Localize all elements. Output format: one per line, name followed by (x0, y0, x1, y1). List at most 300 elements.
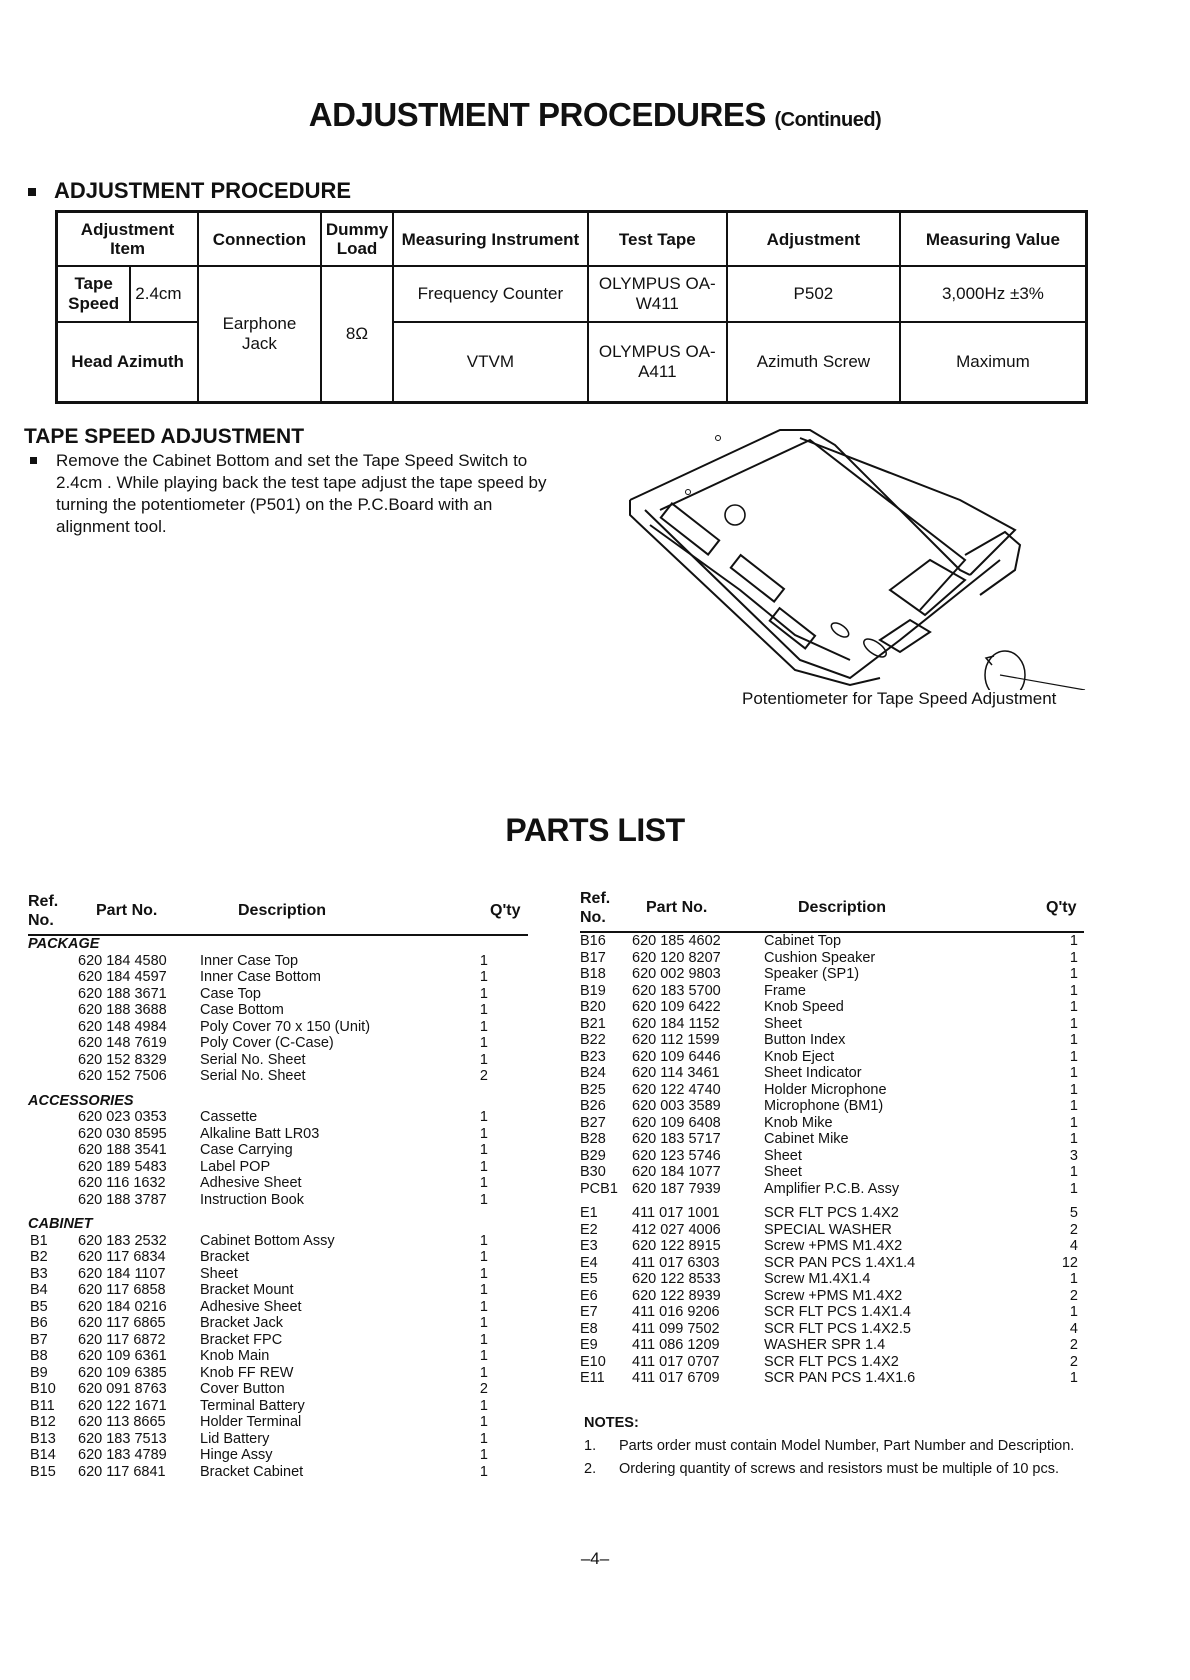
part-number-cell: 620 187 7939 (632, 1180, 721, 1197)
parts-row (28, 1068, 528, 1085)
qty-cell: 1 (1069, 949, 1078, 966)
parts-row (580, 1065, 1084, 1082)
parts-row (28, 1035, 528, 1052)
qty-cell: 1 (479, 952, 488, 969)
page-title: ADJUSTMENT PROCEDURES (Continued) (308, 96, 882, 133)
qty-cell: 1 (479, 1035, 488, 1051)
ref-cell: E9 (580, 1337, 598, 1353)
description-cell: Instruction Book (200, 1191, 304, 1208)
measuring-value-cell: Maximum (900, 322, 1087, 402)
qty-cell: 1 (479, 1018, 488, 1035)
header-qty: Q'ty (490, 902, 521, 919)
header-qty: Q'ty (1046, 899, 1077, 916)
description-cell: Screw +PMS M1.4X2 (764, 1287, 903, 1304)
ref-cell: B11 (30, 1397, 55, 1414)
description-cell: Frame (764, 982, 806, 999)
qty-cell: 1 (1069, 1164, 1078, 1180)
parts-group-heading: CABINET (28, 1216, 93, 1232)
part-number-cell: 620 183 5700 (632, 982, 721, 999)
note-text: Ordering quantity of screws and resistors must be multiple of 10 pcs. (619, 1461, 1060, 1477)
part-number-cell: 620 109 6361 (78, 1348, 167, 1364)
parts-row (28, 1464, 528, 1481)
description-cell: Serial No. Sheet (200, 1068, 306, 1084)
description-cell: Cover Button (200, 1381, 285, 1397)
ref-cell: B25 (580, 1081, 606, 1098)
description-cell: SCR FLT PCS 1.4X2 (764, 1353, 899, 1370)
qty-cell: 2 (1069, 1221, 1078, 1238)
part-number-cell: 620 122 8939 (632, 1287, 721, 1304)
qty-cell: 1 (1069, 966, 1078, 982)
qty-cell: 3 (1069, 1147, 1078, 1164)
parts-group-heading: ACCESSORIES (28, 1092, 134, 1109)
qty-cell: 1 (479, 1447, 488, 1463)
description-cell: Screw M1.4X1.4 (764, 1271, 871, 1287)
parts-row (580, 1238, 1084, 1255)
diagram-caption: Potentiometer for Tape Speed Adjustment (742, 689, 1057, 708)
part-number-cell: 620 184 1077 (632, 1164, 721, 1180)
qty-cell: 1 (479, 1158, 488, 1175)
part-number-cell: 620 189 5483 (78, 1158, 167, 1175)
qty-cell: 2 (1069, 1337, 1078, 1353)
description-cell: Case Carrying (200, 1142, 293, 1158)
qty-cell: 1 (479, 1249, 488, 1265)
description-cell: Speaker (SP1) (764, 966, 860, 982)
ref-cell: B2 (30, 1249, 48, 1265)
ref-cell: B24 (580, 1065, 606, 1081)
note-number: 1. (584, 1438, 597, 1454)
parts-row (580, 1288, 1084, 1305)
parts-row (28, 1266, 528, 1283)
description-cell: Poly Cover 70 x 150 (Unit) (200, 1018, 371, 1035)
description-cell: Poly Cover (C-Case) (200, 1035, 334, 1051)
qty-cell: 1 (479, 1298, 488, 1315)
qty-cell: 1 (1069, 1098, 1078, 1114)
part-number-cell: 411 017 6709 (632, 1370, 720, 1386)
qty-cell: 4 (1069, 1238, 1078, 1254)
qty-cell: 1 (479, 1051, 488, 1068)
qty-cell: 4 (1069, 1320, 1078, 1337)
qty-cell: 1 (1069, 1304, 1078, 1320)
ref-cell: B22 (580, 1032, 606, 1048)
description-cell: Bracket FPC (200, 1331, 283, 1348)
parts-row (28, 1233, 528, 1250)
description-cell: SCR PAN PCS 1.4X1.6 (764, 1370, 916, 1386)
qty-cell: 1 (1069, 933, 1078, 949)
part-number-cell: 411 099 7502 (632, 1320, 720, 1337)
parts-row (580, 1148, 1084, 1165)
qty-cell: 2 (479, 1381, 488, 1397)
qty-cell: 1 (479, 1364, 488, 1381)
recorder-diagram (620, 420, 1100, 690)
description-cell: Sheet Indicator (764, 1065, 862, 1081)
parts-row (28, 1282, 528, 1299)
part-number-cell: 620 183 2532 (78, 1232, 167, 1249)
header-adjustment: Adjustment (727, 212, 900, 267)
parts-row (28, 1447, 528, 1464)
part-number-cell: 620 184 4580 (78, 952, 167, 969)
parts-row (580, 950, 1084, 967)
note-item (584, 1460, 1094, 1479)
qty-cell: 1 (1069, 1081, 1078, 1098)
parts-row (580, 1016, 1084, 1033)
description-cell: Microphone (BM1) (764, 1098, 884, 1114)
ref-cell: E2 (580, 1221, 598, 1238)
part-number-cell: 620 122 1671 (78, 1397, 167, 1414)
qty-cell: 1 (1069, 1015, 1078, 1032)
parts-list-left (28, 890, 528, 1480)
qty-cell: 1 (479, 1282, 488, 1298)
header-ref: Ref. No. (28, 893, 59, 929)
qty-cell: 1 (1069, 1114, 1078, 1131)
parts-row (580, 966, 1084, 983)
part-number-cell: 620 183 7513 (78, 1430, 167, 1447)
description-cell: Sheet (200, 1265, 238, 1282)
part-number-cell: 620 148 7619 (78, 1035, 167, 1051)
qty-cell: 1 (1069, 1032, 1078, 1048)
parts-row (28, 1315, 528, 1332)
parts-list-title: PARTS LIST (505, 812, 685, 848)
qty-cell: 12 (1061, 1254, 1078, 1271)
parts-row (28, 1398, 528, 1415)
qty-cell: 1 (479, 1232, 488, 1249)
part-number-cell: 620 091 8763 (78, 1381, 167, 1397)
instrument-cell: Frequency Counter (393, 266, 588, 322)
description-cell: Alkaline Batt LR03 (200, 1125, 320, 1142)
ref-cell: B26 (580, 1098, 606, 1114)
description-cell: WASHER SPR 1.4 (764, 1337, 886, 1353)
qty-cell: 1 (1069, 1131, 1078, 1147)
test-tape-cell: OLYMPUS OA-A411 (588, 322, 727, 402)
header-adjustment-item: Adjustment Item (57, 212, 199, 267)
description-cell: Knob FF REW (200, 1364, 294, 1381)
parts-row (28, 1052, 528, 1069)
description-cell: Holder Terminal (200, 1414, 302, 1430)
qty-cell: 1 (1069, 1048, 1078, 1065)
qty-cell: 1 (479, 1175, 488, 1191)
description-cell: SCR FLT PCS 1.4X2 (764, 1205, 899, 1221)
ref-cell: E4 (580, 1254, 598, 1271)
ref-cell: B10 (30, 1381, 56, 1397)
qty-cell: 1 (1069, 1370, 1078, 1386)
part-number-cell: 620 188 3787 (78, 1191, 167, 1208)
note-number: 2. (584, 1461, 597, 1477)
part-number-cell: 620 003 3589 (632, 1098, 721, 1114)
adjustment-cell: Azimuth Screw (727, 322, 900, 402)
notes (584, 1414, 1094, 1479)
parts-row (28, 1381, 528, 1398)
qty-cell: 1 (479, 1315, 488, 1331)
group-spacer (28, 1085, 528, 1093)
part-number-cell: 620 185 4602 (632, 933, 721, 949)
parts-group-heading: PACKAGE (28, 936, 100, 952)
description-cell: Sheet (764, 1164, 802, 1180)
description-cell: Cushion Speaker (764, 949, 876, 966)
parts-row (580, 1321, 1084, 1338)
parts-row (580, 933, 1084, 950)
part-number-cell: 620 120 8207 (632, 949, 721, 966)
ref-cell: B19 (580, 982, 606, 999)
qty-cell: 1 (1069, 999, 1078, 1015)
description-cell: Bracket Cabinet (200, 1463, 304, 1480)
ref-cell: B3 (30, 1265, 48, 1282)
description-cell: Knob Mike (764, 1114, 833, 1131)
tape-speed-body: Remove the Cabinet Bottom and set the Tape Speed Switch to 2.4cm . While playing back the test tape adjust the tape speed by turning the potentiometer (P501) on the P.C.Board with an alignment tool. (30, 450, 550, 538)
adjustment-cell: P502 (727, 266, 900, 322)
description-cell: Button Index (764, 1032, 846, 1048)
description-cell: Inner Case Bottom (200, 969, 321, 985)
part-number-cell: 620 122 8533 (632, 1271, 721, 1287)
ref-cell: PCB1 (580, 1180, 618, 1197)
part-number-cell: 411 017 1001 (632, 1205, 720, 1221)
qty-cell: 1 (479, 1463, 488, 1480)
parts-row (28, 1175, 528, 1192)
parts-row (580, 1337, 1084, 1354)
description-cell: SCR PAN PCS 1.4X1.4 (764, 1254, 916, 1271)
ref-cell: E6 (580, 1287, 598, 1304)
description-cell: SCR FLT PCS 1.4X2.5 (764, 1320, 911, 1337)
ref-cell: B28 (580, 1131, 606, 1147)
description-cell: Screw +PMS M1.4X2 (764, 1238, 903, 1254)
notes-heading: NOTES: (584, 1415, 639, 1431)
qty-cell: 1 (1069, 1065, 1078, 1081)
parts-row (28, 1249, 528, 1266)
parts-row (580, 1115, 1084, 1132)
header-description: Description (238, 902, 327, 919)
part-number-cell: 620 188 3688 (78, 1002, 167, 1018)
item-head-azimuth: Head Azimuth (57, 322, 199, 402)
item-tape-speed: Tape Speed (57, 266, 131, 322)
part-number-cell: 620 117 6865 (78, 1315, 166, 1331)
qty-cell: 1 (479, 1348, 488, 1364)
item-tape-speed-sub: 2.4cm (130, 266, 198, 322)
description-cell: Hinge Assy (200, 1447, 273, 1463)
description-cell: Amplifier P.C.B. Assy (764, 1180, 900, 1197)
parts-row (580, 1370, 1084, 1387)
ref-cell: E7 (580, 1304, 598, 1320)
parts-row (28, 1109, 528, 1126)
ref-cell: B6 (30, 1315, 48, 1331)
part-number-cell: 620 188 3541 (78, 1142, 167, 1158)
description-cell: SCR FLT PCS 1.4X1.4 (764, 1304, 911, 1320)
connection-cell: Earphone Jack (198, 266, 321, 402)
part-number-cell: 620 184 1107 (78, 1265, 166, 1282)
description-cell: Knob Speed (764, 999, 844, 1015)
part-number-cell: 411 017 0707 (632, 1353, 720, 1370)
header-part-no: Part No. (646, 899, 708, 916)
ref-cell: B29 (580, 1147, 606, 1164)
ref-cell: B18 (580, 966, 606, 982)
qty-cell: 1 (1069, 1180, 1078, 1197)
dummy-load-cell: 8Ω (321, 266, 393, 402)
part-number-cell: 620 117 6872 (78, 1331, 166, 1348)
parts-row (28, 1019, 528, 1036)
qty-cell: 1 (479, 1109, 488, 1125)
part-number-cell: 620 188 3671 (78, 985, 167, 1002)
qty-cell: 5 (1069, 1205, 1078, 1221)
part-number-cell: 411 086 1209 (632, 1337, 720, 1353)
description-cell: Cabinet Mike (764, 1131, 849, 1147)
test-tape-cell: OLYMPUS OA-W411 (588, 266, 727, 322)
parts-row (580, 1304, 1084, 1321)
parts-row (580, 1255, 1084, 1272)
note-item (584, 1437, 1094, 1456)
description-cell: Inner Case Top (200, 952, 299, 969)
ref-cell: B16 (580, 933, 606, 949)
header-description: Description (798, 899, 887, 916)
ref-cell: E3 (580, 1238, 598, 1254)
parts-row (580, 999, 1084, 1016)
note-text: Parts order must contain Model Number, Part Number and Description. (619, 1438, 1075, 1454)
parts-row (28, 1365, 528, 1382)
qty-cell: 1 (1069, 1271, 1078, 1287)
description-cell: Sheet (764, 1015, 802, 1032)
description-cell: Knob Main (200, 1348, 270, 1364)
description-cell: Cassette (200, 1109, 258, 1125)
parts-row (580, 1205, 1084, 1222)
parts-row (580, 1032, 1084, 1049)
description-cell: Case Bottom (200, 1002, 284, 1018)
part-number-cell: 411 017 6303 (632, 1254, 720, 1271)
part-number-cell: 620 117 6858 (78, 1282, 166, 1298)
part-number-cell: 620 122 8915 (632, 1238, 721, 1254)
part-number-cell: 620 148 4984 (78, 1018, 167, 1035)
part-number-cell: 620 109 6446 (632, 1048, 721, 1065)
qty-cell: 1 (479, 1142, 488, 1158)
description-cell: Label POP (200, 1158, 271, 1175)
description-cell: SPECIAL WASHER (764, 1221, 892, 1238)
ref-cell: E11 (580, 1370, 605, 1386)
parts-row (580, 1098, 1084, 1115)
ref-cell: E10 (580, 1353, 606, 1370)
parts-row (580, 1181, 1084, 1198)
qty-cell: 1 (479, 1331, 488, 1348)
parts-row (28, 1142, 528, 1159)
part-number-cell: 411 016 9206 (632, 1304, 720, 1320)
parts-row (580, 1131, 1084, 1148)
description-cell: Terminal Battery (200, 1397, 305, 1414)
header-measuring-instrument: Measuring Instrument (393, 212, 588, 267)
header-test-tape: Test Tape (588, 212, 727, 267)
part-number-cell: 620 117 6834 (78, 1249, 166, 1265)
qty-cell: 2 (1069, 1353, 1078, 1370)
ref-cell: B15 (30, 1463, 56, 1480)
part-number-cell: 620 114 3461 (632, 1065, 720, 1081)
qty-cell: 2 (479, 1068, 488, 1084)
parts-row (580, 1222, 1084, 1239)
description-cell: Adhesive Sheet (200, 1175, 302, 1191)
part-number-cell: 620 183 5717 (632, 1131, 721, 1147)
qty-cell: 1 (479, 1191, 488, 1208)
ref-cell: B30 (580, 1164, 606, 1180)
ref-cell: B14 (30, 1447, 56, 1463)
parts-row (28, 1431, 528, 1448)
parts-row (28, 1414, 528, 1431)
instrument-cell: VTVM (393, 322, 588, 402)
part-number-cell: 620 117 6841 (78, 1463, 166, 1480)
parts-row (28, 1126, 528, 1143)
parts-list-right (580, 887, 1084, 1387)
part-number-cell: 620 112 1599 (632, 1032, 720, 1048)
part-number-cell: 620 109 6385 (78, 1364, 167, 1381)
header-connection: Connection (198, 212, 321, 267)
qty-cell: 1 (479, 1125, 488, 1142)
description-cell: Holder Microphone (764, 1081, 887, 1098)
header-measuring-value: Measuring Value (900, 212, 1087, 267)
part-number-cell: 620 184 0216 (78, 1298, 167, 1315)
ref-cell: B12 (30, 1414, 56, 1430)
part-number-cell: 620 184 4597 (78, 969, 167, 985)
page-number: –4– (580, 1549, 610, 1568)
ref-cell: B1 (30, 1232, 48, 1249)
header-ref: Ref. No. (580, 890, 611, 926)
ref-cell: B13 (30, 1430, 56, 1447)
part-number-cell: 620 183 4789 (78, 1447, 167, 1463)
part-number-cell: 620 023 0353 (78, 1109, 167, 1125)
description-cell: Bracket Jack (200, 1315, 283, 1331)
qty-cell: 1 (479, 985, 488, 1002)
ref-cell: B5 (30, 1298, 48, 1315)
parts-row (28, 1159, 528, 1176)
header-part-no: Part No. (96, 902, 158, 919)
ref-cell: B9 (30, 1364, 48, 1381)
ref-cell: E8 (580, 1320, 598, 1337)
header-dummy-load: Dummy Load (321, 212, 393, 267)
qty-cell: 1 (1069, 982, 1078, 999)
ref-cell: B27 (580, 1114, 606, 1131)
parts-row (28, 1348, 528, 1365)
part-number-cell: 412 027 4006 (632, 1221, 721, 1238)
qty-cell: 2 (1069, 1287, 1078, 1304)
description-cell: Serial No. Sheet (200, 1051, 306, 1068)
ref-cell: B7 (30, 1331, 48, 1348)
description-cell: Case Top (200, 985, 261, 1002)
parts-row (28, 1192, 528, 1209)
part-number-cell: 620 122 4740 (632, 1081, 721, 1098)
part-number-cell: 620 113 8665 (78, 1414, 166, 1430)
parts-row (28, 969, 528, 986)
ref-cell: E5 (580, 1271, 598, 1287)
tape-speed-heading: TAPE SPEED ADJUSTMENT (24, 425, 305, 448)
part-number-cell: 620 184 1152 (632, 1015, 720, 1032)
qty-cell: 1 (479, 1414, 488, 1430)
parts-row (28, 986, 528, 1003)
adjustment-table (55, 210, 1088, 404)
description-cell: Bracket Mount (200, 1282, 294, 1298)
part-number-cell: 620 152 7506 (78, 1068, 167, 1084)
parts-header (580, 887, 1084, 933)
parts-row (28, 1002, 528, 1019)
part-number-cell: 620 152 8329 (78, 1051, 167, 1068)
qty-cell: 1 (479, 969, 488, 985)
section-heading: ADJUSTMENT PROCEDURE (28, 178, 351, 204)
parts-row (580, 983, 1084, 1000)
parts-row (580, 1082, 1084, 1099)
measuring-value-cell: 3,000Hz ±3% (900, 266, 1087, 322)
description-cell: Bracket (200, 1249, 250, 1265)
parts-row (28, 1332, 528, 1349)
parts-row (580, 1164, 1084, 1181)
ref-cell: B4 (30, 1282, 48, 1298)
parts-row (580, 1354, 1084, 1371)
part-number-cell: 620 002 9803 (632, 966, 721, 982)
description-cell: Sheet (764, 1147, 802, 1164)
ref-cell: B8 (30, 1348, 48, 1364)
qty-cell: 1 (479, 1002, 488, 1018)
ref-cell: E1 (580, 1205, 598, 1221)
ref-cell: B17 (580, 949, 606, 966)
description-cell: Cabinet Top (764, 933, 842, 949)
qty-cell: 1 (479, 1397, 488, 1414)
